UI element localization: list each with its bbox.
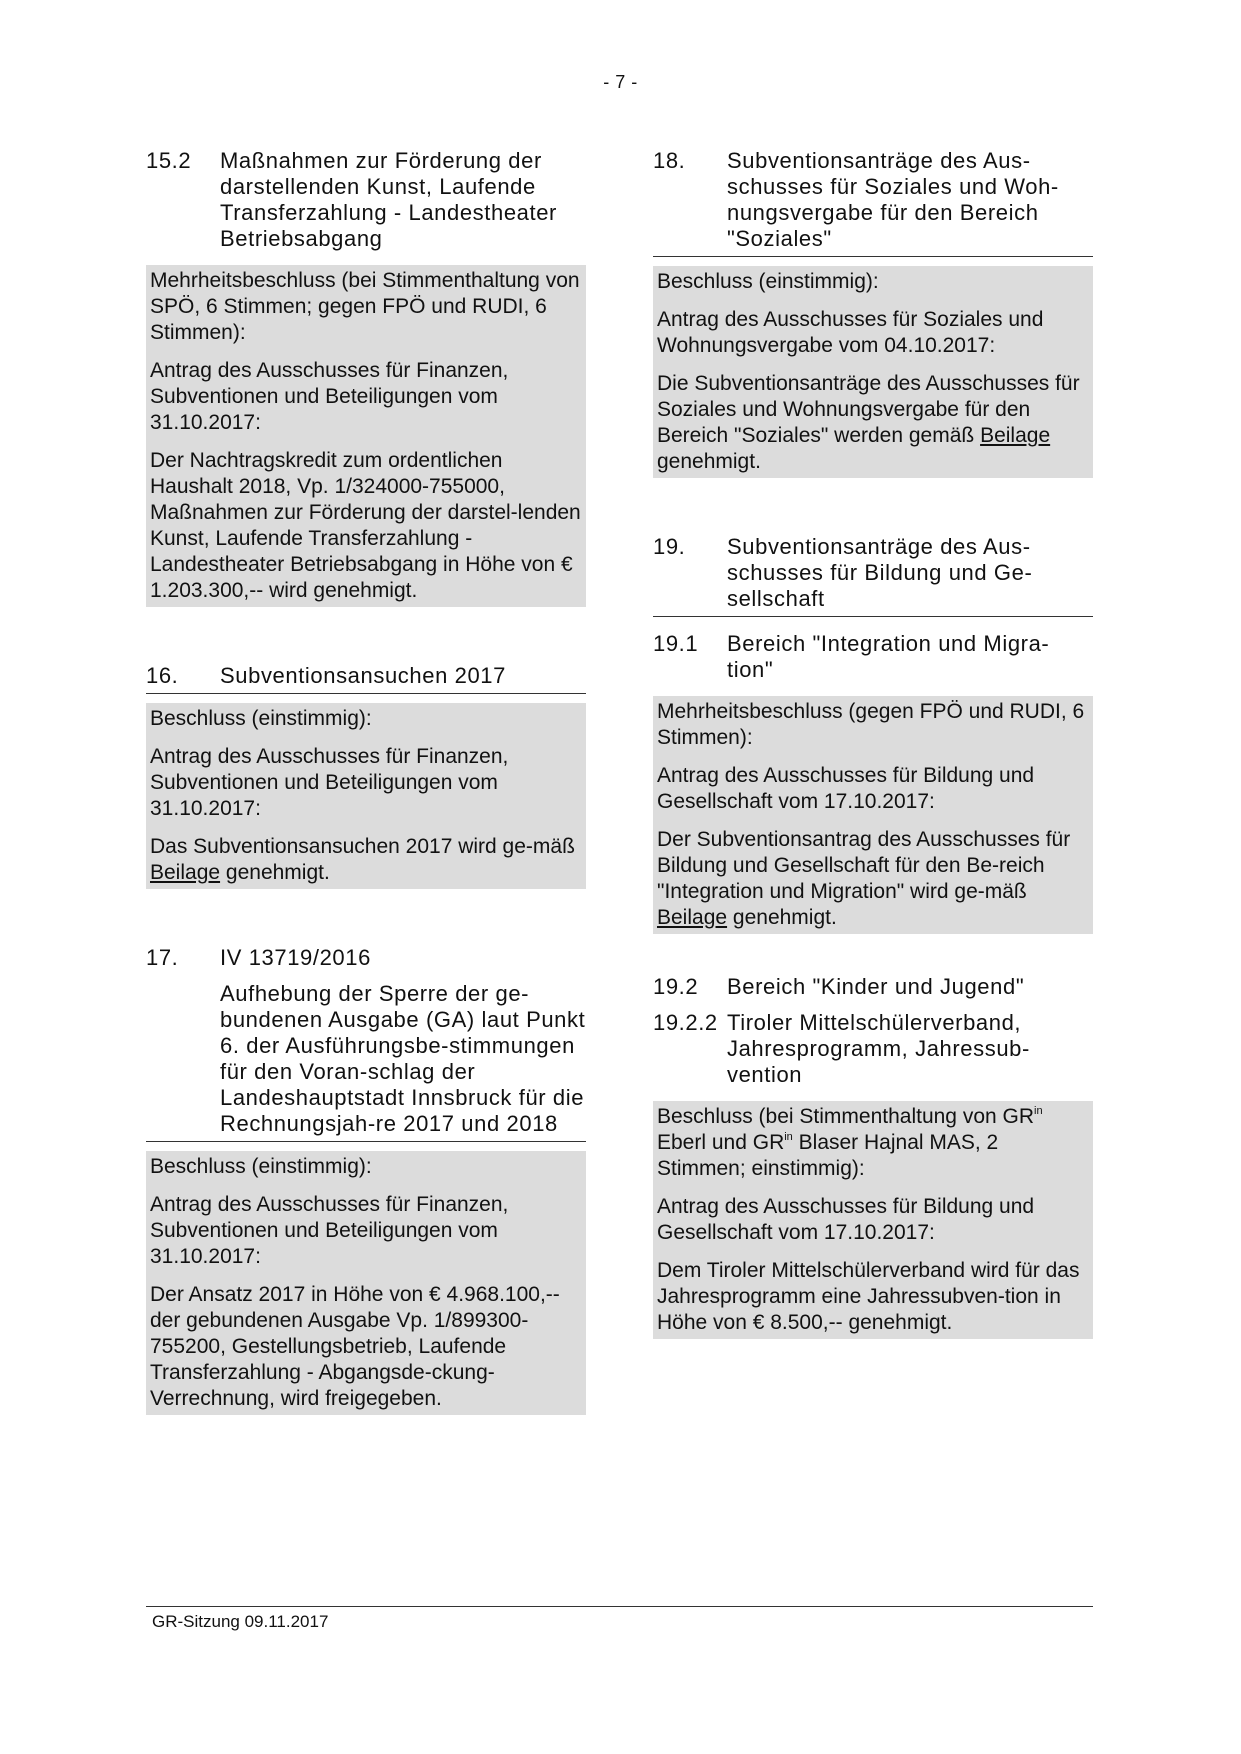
decision-text: Mehrheitsbeschluss (gegen FPÖ und RUDI, 6 Stimmen): (657, 700, 1085, 749)
footer-divider (146, 1606, 1093, 1607)
request-text: Antrag des Ausschusses für Soziales und Wohnungsvergabe vom 04.10.2017: (657, 308, 1044, 357)
item-number: 18. (653, 148, 686, 173)
beilage-link[interactable]: Beilage (150, 861, 221, 884)
resolution-text: Die Subventionsanträge des Ausschusses für Soziales und Wohnungsvergabe für den Bereich "Soziales" werden gemäß Beilage genehmigt. (657, 372, 1080, 473)
decision-box (653, 1101, 1093, 1339)
request-text: Antrag des Ausschusses für Finanzen, Subventionen und Beteiligungen vom 31.10.2017: (150, 359, 509, 434)
item-subtitle: Aufhebung der Sperre der ge-bundenen Ausgabe (GA) laut Punkt 6. der Ausführungsbe-stimmungen für den Voran-schlag der Landeshauptstadt Innsbruck für die Rechnungsjah-re 2017 und 2018 (220, 981, 586, 1136)
item-title: Subventionsanträge des Aus-schusses für Soziales und Woh-nungsvergabe für den Bereich "Soziales" (727, 148, 1059, 251)
page-number: - 7 - (603, 72, 638, 92)
item-title: IV 13719/2016 (220, 945, 371, 970)
item-header (653, 534, 1093, 617)
decision-text: Beschluss (bei Stimmenthaltung von $GR^{in}$ Eberl und $GR^{in}$ Blaser Hajnal MAS, 2 Stimmen; einstimmig): (657, 1105, 1043, 1180)
resolution-text: Das Subventionsansuchen 2017 wird ge-mäß Beilage genehmigt. (150, 835, 575, 884)
item-header (653, 1010, 1093, 1092)
item-header (653, 974, 1093, 1004)
request-text: Antrag des Ausschusses für Bildung und Gesellschaft vom 17.10.2017: (657, 1195, 1035, 1244)
decision-box (653, 266, 1093, 478)
item-19 (653, 534, 1093, 617)
beilage-link[interactable]: Beilage (980, 424, 1051, 447)
item-header (146, 945, 586, 971)
beilage-link[interactable]: Beilage (657, 906, 728, 929)
item-17 (146, 945, 586, 1415)
item-title: Tiroler Mittelschülerverband, Jahresprogramm, Jahressub-vention (727, 1010, 1030, 1087)
item-subheader (146, 971, 586, 1142)
item-18 (653, 148, 1093, 478)
decision-box (146, 703, 586, 889)
item-15-2 (146, 148, 586, 607)
item-16 (146, 663, 586, 889)
resolution-text: Dem Tiroler Mittelschülerverband wird für das Jahresprogramm eine Jahressubven-tion in Höhe von € 8.500,-- genehmigt. (657, 1259, 1080, 1334)
item-title: Subventionsanträge des Aus-schusses für Bildung und Ge-sellschaft (727, 534, 1033, 611)
decision-text: Beschluss (einstimmig): (150, 707, 372, 730)
item-number: 19.2.2 (653, 1010, 718, 1035)
item-number: 19.2 (653, 974, 699, 999)
resolution-text: Der Ansatz 2017 in Höhe von € 4.968.100,-- der gebundenen Ausgabe Vp. 1/899300-755200, Gestellungsbetrieb, Laufende Transferzahlung - Abgangsde-ckung-Verrechnung, wird freigegeben. (150, 1283, 560, 1410)
item-header (146, 148, 586, 256)
item-19-2 (653, 974, 1093, 1004)
decision-text: Mehrheitsbeschluss (bei Stimmenthaltung von SPÖ, 6 Stimmen; gegen FPÖ und RUDI, 6 Stimmen): (150, 269, 580, 344)
request-text: Antrag des Ausschusses für Bildung und Gesellschaft vom 17.10.2017: (657, 764, 1035, 813)
item-number: 19. (653, 534, 686, 559)
item-number: 19.1 (653, 631, 699, 656)
item-title: Subventionsansuchen 2017 (220, 663, 506, 688)
request-text: Antrag des Ausschusses für Finanzen, Subventionen und Beteiligungen vom 31.10.2017: (150, 1193, 509, 1268)
decision-text: Beschluss (einstimmig): (657, 270, 879, 293)
item-19-2-2 (653, 1010, 1093, 1339)
request-text: Antrag des Ausschusses für Finanzen, Subventionen und Beteiligungen vom 31.10.2017: (150, 745, 509, 820)
item-header (653, 148, 1093, 257)
decision-box (146, 265, 586, 607)
resolution-text: Der Subventionsantrag des Ausschusses für Bildung und Gesellschaft für den Be-reich "Integration und Migration" wird ge-mäß Beilage genehmigt. (657, 828, 1071, 929)
item-number: 15.2 (146, 148, 192, 173)
decision-box (146, 1151, 586, 1415)
item-header (653, 631, 1093, 687)
resolution-text: Der Nachtragskredit zum ordentlichen Haushalt 2018, Vp. 1/324000-755000, Maßnahmen zur Förderung der darstel-lenden Kunst, Laufende Transferzahlung - Landestheater Betriebsabgang in Höhe von € 1.203.300,-- wird genehmigt. (150, 449, 581, 602)
item-19-1 (653, 631, 1093, 934)
item-title: Bereich "Kinder und Jugend" (727, 974, 1025, 999)
decision-text: Beschluss (einstimmig): (150, 1155, 372, 1178)
item-title: Maßnahmen zur Förderung der darstellenden Kunst, Laufende Transferzahlung - Landestheater Betriebsabgang (220, 148, 557, 251)
item-number: 17. (146, 945, 179, 970)
item-header (146, 663, 586, 694)
footer-text: GR-Sitzung 09.11.2017 (152, 1612, 329, 1631)
item-number: 16. (146, 663, 179, 688)
item-title: Bereich "Integration und Migra-tion" (727, 631, 1050, 682)
left-column (146, 148, 586, 1415)
decision-box (653, 696, 1093, 934)
right-column (653, 148, 1093, 1339)
